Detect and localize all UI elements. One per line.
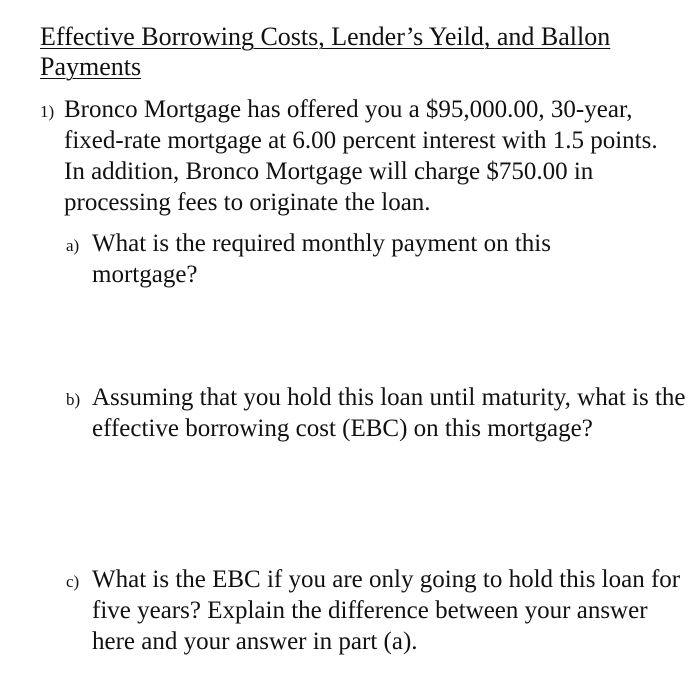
sub-question-text: What is the required monthly payment on this mortgage? <box>92 230 551 288</box>
question-text: Bronco Mortgage has offered you a $95,000.00, 30-year, fixed-rate mortgage at 6.00 percent interest with 1.5 points. In addition, Bronco Mortgage will charge $750.00 in processing fees to originate the loan. <box>64 96 658 216</box>
sub-question-b <box>66 382 692 444</box>
sub-question-text: Assuming that you hold this loan until maturity, what is the effective borrowing cost (EBC) on this mortgage? <box>92 384 686 442</box>
sub-question-text: What is the EBC if you are only going to hold this loan for five years? Explain the difference between your answer here and your answer in part (a). <box>92 566 681 655</box>
sub-question-a <box>66 228 602 290</box>
question-1-row <box>40 94 690 218</box>
sub-question-c <box>66 564 692 657</box>
sub-question-label: c) <box>66 572 80 591</box>
question-number: 1) <box>40 102 55 121</box>
question-1 <box>40 94 690 218</box>
sub-question-label: a) <box>66 236 80 255</box>
sub-question-label: b) <box>66 390 81 409</box>
page-title: Effective Borrowing Costs, Lender’s Yeild, and Ballon Payments <box>40 22 611 81</box>
